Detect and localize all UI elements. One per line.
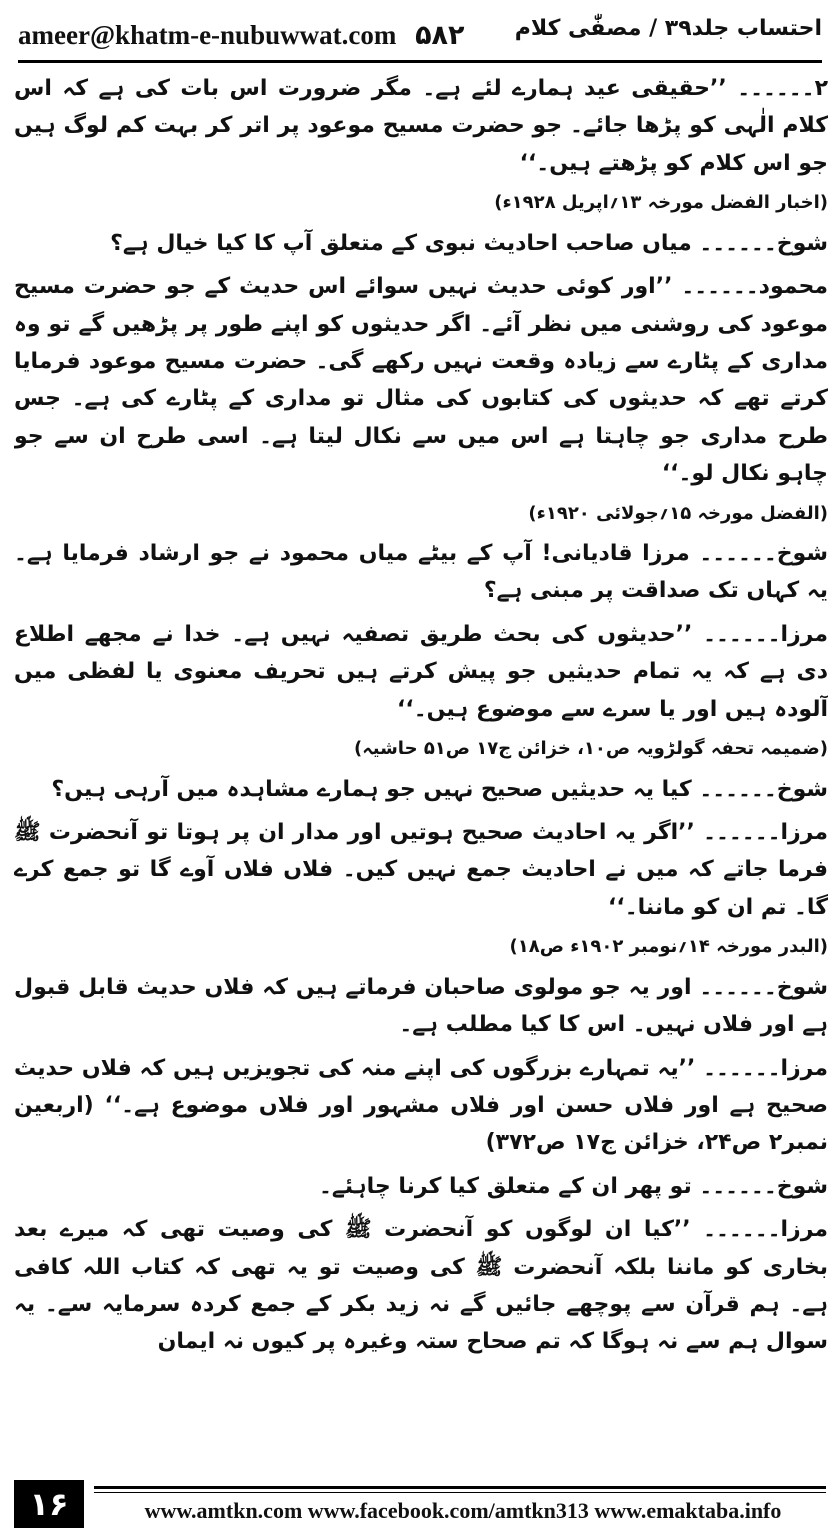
paragraph-11: مرزا۔۔۔۔۔۔ ’’کیا ان لوگوں کو آنحضرت ﷺ کی وصیت تھی کہ میرے بعد بخاری کو ماننا بلکہ آنحضرت ﷺ کی وصیت تو یہ تھی کہ کتاب اللہ کافی ہے۔ ہم قرآن سے پوچھے جائیں گے نہ زید بکر کے جمع کردہ سرمایہ سے۔ یہ سوال ہم سے نہ ہوگا کہ تم صحاح ستہ وغیرہ پر کیوں نہ ایمان — [14, 1217, 828, 1355]
footer-divider-thick — [94, 1486, 826, 1489]
header-book-title: احتساب جلد۳۹ / مصفّٰی کلام — [514, 16, 822, 41]
paragraph-6: شوخ۔۔۔۔۔۔ کیا یہ حدیثیں صحیح نہیں جو ہمارے مشاہدہ میں آرہی ہیں؟ — [51, 776, 828, 802]
paragraph-3: محمود۔۔۔۔۔۔ ’’اور کوئی حدیث نہیں سوائے اس حدیث کے جو حضرت مسیح موعود کی روشنی میں نظر آئے۔ اگر حدیثوں کو اپنے طور پر پڑھیں گے تو وہ مداری کے پٹارے سے زیادہ وقعت نہیں رکھے گی۔ حضرت مسیح موعود فرمایا کرتے تھے کہ حدیثوں کی کتابوں کی مثال تو مداری کے پٹارے کی ہے۔ جس طرح مداری جو چاہتا ہے اس میں سے نکال لیتا ہے۔ اسی طرح ان سے جو چاہو نکال لو۔‘‘ — [14, 274, 828, 487]
header-page-marker: ۵۸۲ — [415, 20, 465, 51]
footer-links[interactable]: www.amtkn.com www.facebook.com/amtkn313 www.emaktaba.info — [144, 1498, 782, 1523]
paragraph-9: مرزا۔۔۔۔۔۔ ’’یہ تمہارے بزرگوں کی اپنے منہ کی تجویزیں ہیں کہ فلاں حدیث صحیح ہے اور فلاں حسن اور فلاں مشہور اور فلاں موضوع ہے۔‘‘ (اربعین نمبر۲ ص۲۴، خزائن ج۱۷ ص۳۷۲) — [14, 1055, 828, 1156]
footer-divider-thin — [94, 1492, 826, 1493]
header-email[interactable]: ameer@khatm-e-nubuwwat.com — [18, 20, 397, 50]
reference-4: (البدر مورخہ ۱۴؍نومبر ۱۹۰۲ء ص۱۸) — [509, 936, 828, 958]
paragraph-7: مرزا۔۔۔۔۔۔ ’’اگر یہ احادیث صحیح ہوتیں اور مدار ان پر ہوتا تو آنحضرت ﷺ فرما جاتے کہ میں نے احادیث جمع نہیں کیں۔ فلاں فلاں آوے گا تو جمع کرے گا۔ تم ان کو ماننا۔‘‘ — [14, 820, 828, 920]
reference-3: (ضمیمہ تحفہ گولڑویہ ص۱۰، خزائن ج۱۷ ص۵۱ حاشیہ) — [353, 738, 828, 760]
reference-2: (الفضل مورخہ ۱۵؍جولائی ۱۹۲۰ء) — [528, 502, 828, 524]
header-left — [18, 20, 465, 51]
header-divider — [18, 60, 822, 63]
reference-1: (اخبار الفضل مورخہ ۱۳؍اپریل ۱۹۲۸ء) — [494, 192, 828, 214]
paragraph-2: شوخ۔۔۔۔۔۔ میاں صاحب احادیث نبوی کے متعلق آپ کا کیا خیال ہے؟ — [110, 230, 828, 256]
page-header — [18, 12, 822, 58]
paragraph-5: مرزا۔۔۔۔۔۔ ’’حدیثوں کی بحث طریق تصفیہ نہیں ہے۔ خدا نے مجھے اطلاع دی ہے کہ یہ تمام حدیثیں جو پیش کرتے ہیں تحریف معنوی یا لفظی میں آلودہ ہیں اور یا سرے سے موضوع ہیں۔‘‘ — [14, 621, 828, 722]
footer-page-number: ۱۶ — [14, 1480, 84, 1528]
paragraph-4: شوخ۔۔۔۔۔۔ مرزا قادیانی! آپ کے بیٹے میاں محمود نے جو ارشاد فرمایا ہے۔ یہ کہاں تک صداقت پر مبنی ہے؟ — [14, 541, 828, 604]
paragraph-8: شوخ۔۔۔۔۔۔ اور یہ جو مولوی صاحبان فرماتے ہیں کہ فلاں حدیث قابل قبول ہے اور فلاں نہیں۔ اس کا کیا مطلب ہے۔ — [14, 974, 828, 1038]
paragraph-10: شوخ۔۔۔۔۔۔ تو پھر ان کے متعلق کیا کرنا چاہئے۔ — [318, 1173, 828, 1199]
page-footer — [14, 1480, 826, 1530]
paragraph-1: ۲۔۔۔۔۔۔ ’’حقیقی عید ہمارے لئے ہے۔ مگر ضرورت اس بات کی ہے کہ اس کلام الٰہی کو پڑھا جائے۔ جو حضرت مسیح موعود پر اتر کر بہت کم لوگ ہیں جو اس کلام کو پڑھتے ہیں۔‘‘ — [14, 76, 828, 176]
page-body — [14, 70, 828, 1470]
